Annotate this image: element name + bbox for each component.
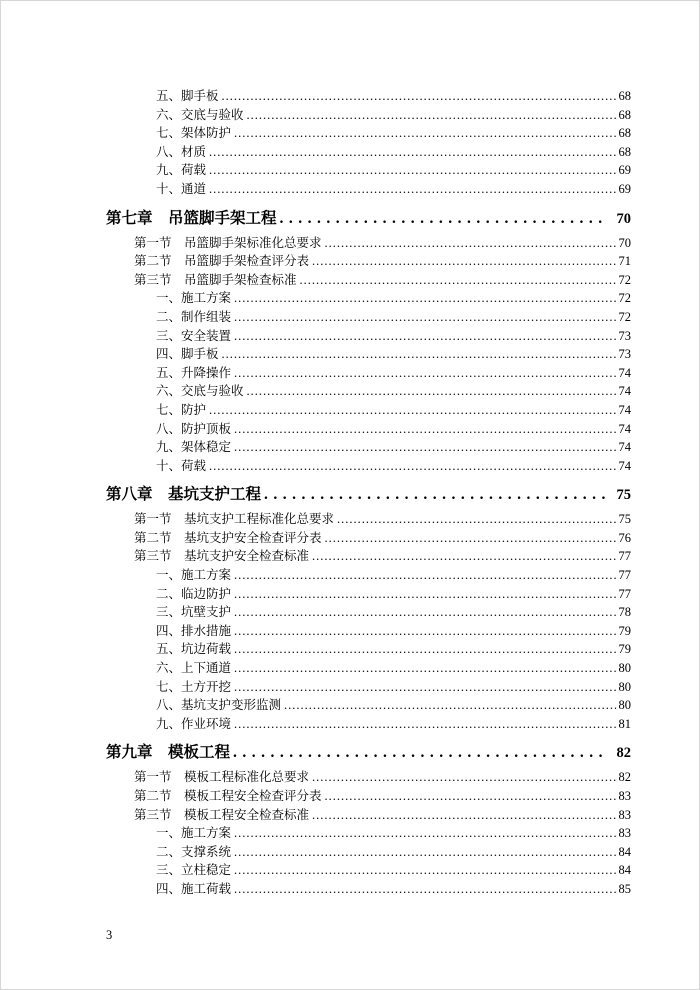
toc-entry-page: 70 <box>618 235 631 250</box>
toc-entry-dots <box>312 252 615 271</box>
toc-entry <box>106 106 631 125</box>
toc-entry <box>106 420 631 439</box>
toc-entry-dots <box>233 743 605 763</box>
toc-entry-label: 六、交底与验收 <box>156 107 244 122</box>
toc-entry-label: 四、施工荷载 <box>156 881 232 896</box>
toc-entry-label: 五、脚手板 <box>156 89 219 103</box>
toc-entry-label: 第二节 基坑支护安全检查评分表 <box>134 530 322 545</box>
toc-entry-dots <box>234 659 615 678</box>
toc-entry-page: 84 <box>618 844 631 859</box>
toc-entry-dots <box>325 234 616 253</box>
toc-entry-page: 83 <box>618 826 631 841</box>
toc-entry <box>106 843 631 862</box>
toc-entry-page: 73 <box>618 347 631 362</box>
toc-entry-dots <box>234 678 615 697</box>
toc-entry-page: 68 <box>618 89 631 103</box>
toc-entry-dots <box>247 382 616 401</box>
toc-entry-dots <box>222 87 616 106</box>
toc-entry-dots <box>234 715 615 734</box>
toc-entry-label: 一、施工方案 <box>156 568 232 583</box>
toc-entry <box>106 124 631 143</box>
toc-entry-page: 79 <box>618 642 631 657</box>
toc-entry <box>106 768 631 787</box>
toc-entry-label: 三、立柱稳定 <box>156 863 232 878</box>
toc-entry-label: 一、施工方案 <box>156 291 232 306</box>
toc-entry-dots <box>234 327 615 346</box>
toc-entry <box>106 143 631 162</box>
toc-entry-page: 81 <box>618 716 631 731</box>
toc-entry-label: 第一节 吊篮脚手架标准化总要求 <box>134 235 322 250</box>
toc-entry <box>106 327 631 346</box>
toc-entry-label: 八、防护顶板 <box>156 421 232 436</box>
toc-entry-dots <box>234 585 615 604</box>
toc-entry-page: 74 <box>618 365 631 380</box>
toc-entry <box>106 87 631 106</box>
toc-entry-page: 69 <box>618 181 631 196</box>
toc-entry <box>106 308 631 327</box>
toc-entry-page: 68 <box>618 144 631 159</box>
toc-entry <box>106 743 631 763</box>
toc-entry-label: 二、支撑系统 <box>156 844 232 859</box>
toc-entry-dots <box>234 308 615 327</box>
toc-entry-dots <box>284 696 615 715</box>
toc-entry-page: 69 <box>618 163 631 178</box>
toc-entry-dots <box>264 485 605 505</box>
toc-entry-page: 80 <box>618 661 631 676</box>
toc-entry <box>106 252 631 271</box>
toc-entry <box>106 806 631 825</box>
toc-entry-dots <box>312 547 615 566</box>
toc-entry <box>106 289 631 308</box>
toc-entry-page: 74 <box>618 440 631 455</box>
toc-entry <box>106 678 631 697</box>
toc-entry-page: 72 <box>618 309 631 324</box>
toc-entry <box>106 345 631 364</box>
toc-entry-label: 六、交底与验收 <box>156 384 244 399</box>
toc-entry-page: 70 <box>616 210 631 227</box>
toc-entry-page: 74 <box>618 458 631 473</box>
toc-entry-dots <box>209 161 615 180</box>
toc-entry <box>106 364 631 383</box>
toc-entry-dots <box>234 843 615 862</box>
toc-entry-label: 七、防护 <box>156 402 207 417</box>
toc-entry-label: 七、土方开挖 <box>156 679 232 694</box>
toc-entry-page: 83 <box>618 807 631 822</box>
toc-entry-label: 第三节 吊篮脚手架检查标准 <box>134 272 297 287</box>
toc-entry-label: 第三节 模板工程安全检查标准 <box>134 807 310 822</box>
toc-entry <box>106 485 631 505</box>
toc-entry <box>106 880 631 899</box>
toc-entry-page: 77 <box>618 568 631 583</box>
toc-entry-label: 四、脚手板 <box>156 347 219 362</box>
toc-list <box>106 87 631 899</box>
toc-entry-label: 八、材质 <box>156 144 207 159</box>
toc-entry-label: 第二节 吊篮脚手架检查评分表 <box>134 254 310 269</box>
toc-entry-dots <box>209 143 615 162</box>
toc-entry-label: 第七章 吊篮脚手架工程 <box>106 209 277 227</box>
toc-entry-dots <box>312 806 615 825</box>
toc-entry-dots <box>234 364 615 383</box>
toc-entry-label: 十、通道 <box>156 181 207 196</box>
page-footer-number: 3 <box>106 928 113 942</box>
toc-entry <box>106 209 631 229</box>
toc-entry <box>106 401 631 420</box>
toc-entry-label: 三、安全装置 <box>156 328 232 343</box>
toc-entry-page: 74 <box>618 421 631 436</box>
toc-entry-page: 75 <box>618 512 631 527</box>
toc-entry-dots <box>234 880 615 899</box>
toc-entry-dots <box>234 566 615 585</box>
toc-entry-label: 第一节 模板工程标准化总要求 <box>134 770 310 785</box>
toc-entry-page: 73 <box>618 328 631 343</box>
toc-entry-dots <box>280 209 606 229</box>
toc-entry-dots <box>234 824 615 843</box>
toc-entry-page: 82 <box>616 745 631 762</box>
toc-entry-label: 五、升降操作 <box>156 365 232 380</box>
toc-entry-dots <box>209 180 615 199</box>
toc-entry-page: 78 <box>618 605 631 620</box>
toc-entry-page: 72 <box>618 272 631 287</box>
toc-entry <box>106 547 631 566</box>
toc-entry-page: 68 <box>618 126 631 141</box>
toc-entry-page: 80 <box>618 698 631 713</box>
toc-entry-label: 六、上下通道 <box>156 661 232 676</box>
toc-entry-dots <box>337 510 615 529</box>
toc-entry-dots <box>247 106 616 125</box>
toc-entry-page: 76 <box>618 530 631 545</box>
toc-entry-label: 二、制作组装 <box>156 309 232 324</box>
toc-entry-dots <box>300 271 616 290</box>
toc-entry-page: 75 <box>616 487 631 504</box>
toc-entry-page: 74 <box>618 402 631 417</box>
toc-entry-page: 82 <box>618 770 631 785</box>
toc-entry <box>106 529 631 548</box>
toc-entry-label: 五、坑边荷载 <box>156 642 232 657</box>
toc-entry-page: 79 <box>618 623 631 638</box>
toc-entry-label: 九、架体稳定 <box>156 440 232 455</box>
toc-entry-label: 第八章 基坑支护工程 <box>106 486 262 504</box>
toc-entry-dots <box>209 401 615 420</box>
toc-entry-page: 77 <box>618 549 631 564</box>
toc-entry-page: 68 <box>618 107 631 122</box>
toc-entry <box>106 861 631 880</box>
toc-entry-label: 第三节 基坑支护安全检查标准 <box>134 549 310 564</box>
toc-entry-dots <box>234 124 615 143</box>
toc-entry-dots <box>234 640 615 659</box>
toc-entry-label: 四、排水措施 <box>156 623 232 638</box>
toc-entry-label: 七、架体防护 <box>156 126 232 141</box>
toc-entry-dots <box>234 289 615 308</box>
toc-entry-dots <box>234 861 615 880</box>
toc-entry-dots <box>234 438 615 457</box>
toc-entry-page: 74 <box>618 384 631 399</box>
toc-entry <box>106 510 631 529</box>
toc-entry <box>106 640 631 659</box>
toc-entry-page: 85 <box>618 881 631 896</box>
toc-entry-label: 十、荷载 <box>156 458 207 473</box>
toc-entry-label: 一、施工方案 <box>156 826 232 841</box>
toc-entry <box>106 824 631 843</box>
toc-entry-page: 77 <box>618 586 631 601</box>
toc-entry <box>106 566 631 585</box>
toc-entry-label: 第九章 模板工程 <box>106 744 231 762</box>
toc-entry-label: 八、基坑支护变形监测 <box>156 698 282 713</box>
toc-entry-label: 第二节 模板工程安全检查评分表 <box>134 789 322 803</box>
toc-entry-page: 83 <box>618 789 631 803</box>
toc-entry <box>106 382 631 401</box>
toc-entry <box>106 696 631 715</box>
toc-entry <box>106 585 631 604</box>
toc-entry-dots <box>234 420 615 439</box>
toc-entry-dots <box>234 603 615 622</box>
toc-entry-label: 第一节 基坑支护工程标准化总要求 <box>134 512 335 527</box>
toc-entry-dots <box>222 345 616 364</box>
toc-entry-page: 72 <box>618 291 631 306</box>
toc-entry <box>106 659 631 678</box>
toc-entry <box>106 161 631 180</box>
toc-entry-label: 三、坑壁支护 <box>156 605 232 620</box>
toc-entry-label: 二、临边防护 <box>156 586 232 601</box>
toc-entry <box>106 457 631 476</box>
toc-entry <box>106 438 631 457</box>
toc-entry-dots <box>325 787 616 806</box>
toc-entry <box>106 622 631 641</box>
toc-entry <box>106 234 631 253</box>
toc-entry <box>106 603 631 622</box>
toc-entry-dots <box>312 768 615 787</box>
toc-entry-page: 80 <box>618 679 631 694</box>
toc-entry-label: 九、荷载 <box>156 163 207 178</box>
toc-entry-dots <box>209 457 615 476</box>
toc-entry-dots <box>325 529 616 548</box>
toc-entry-page: 71 <box>618 254 631 269</box>
toc-entry <box>106 715 631 734</box>
toc-entry <box>106 787 631 806</box>
toc-entry-label: 九、作业环境 <box>156 716 232 731</box>
toc-entry <box>106 271 631 290</box>
toc-entry-page: 84 <box>618 863 631 878</box>
toc-entry <box>106 180 631 199</box>
toc-entry-dots <box>234 622 615 641</box>
